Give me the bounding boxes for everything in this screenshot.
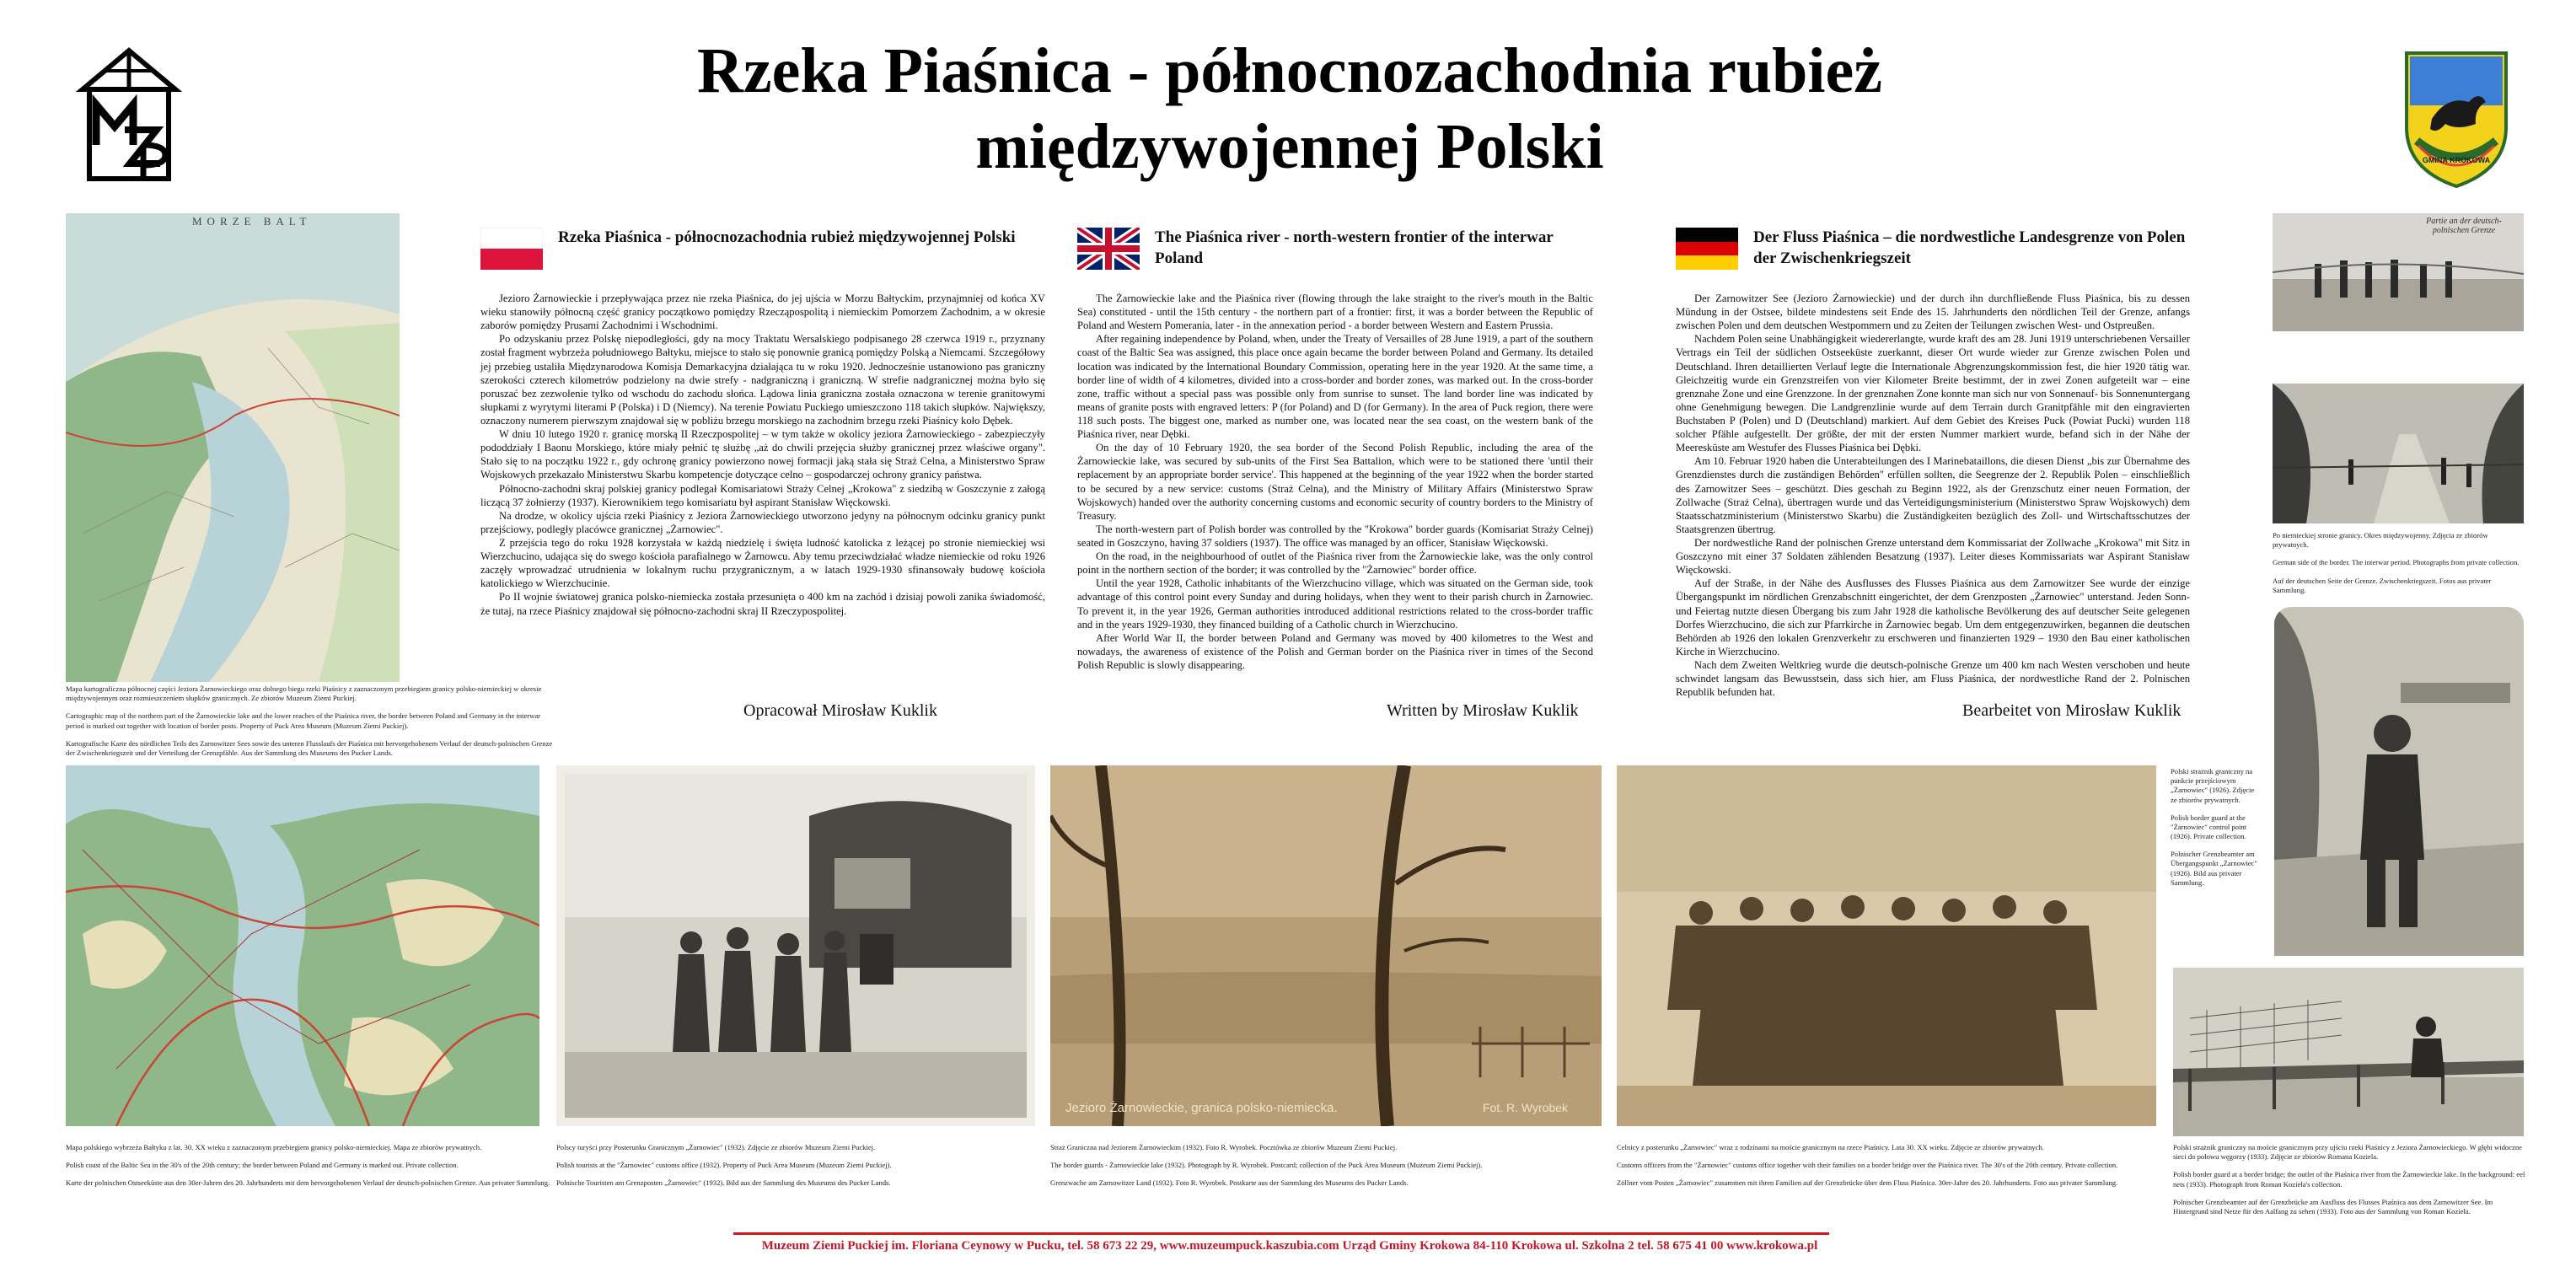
photo-tourists [556,765,1035,1126]
de-paragraph: Nachdem Polen seine Unabhängigkeit wiedererlangte, wurde kraft des am 28. Juni 1919 unterschriebenen Versailler Vertrags ein Teil der südlichen Ostseeküste zuerkannt, dieser Ort wurde wieder zur Grenze zwischen Polen und Deutschland. Ihren detaillierten Verlauf legte die Internationale Abgrenzungskommission fest, die hier 1920 tätig war. Gleichzeitig wurde ein Grenzstreifen von vier Kilometer Breite bestimmt, der in zwei Zonen aufgeteilt war – eine grenznahe Zone und eine Grenzzone. In der grenznahen Zone konnte man sich nur von Sonnenauf- bis Sonnenuntergang ohne Genehmigung bewegen. Die Landgrenzlinie wurde auf dem Terrain durch Granitpfähle mit den eingravierten Buchstaben P (Polen) und D (Deutschland) markiert. Auf dem Gebiet des Kreises Puck (Powiat Pucki) wurden 118 solcher Pfähle aufgestellt. Der größte, der mit der ersten Nummer markiert wurde, befand sich in der Nähe der Meeresküste am Westufer des Flusses Piaśnica bei Dębki. [1676,333,2190,454]
caption-lake-de: Grenzwache am Zarnowitzer Land (1932). Foto R. Wyrobek. Postkarte aus der Sammlung des Museums des Pucker Lands. [1050,1178,1409,1188]
en-paragraph: On the day of 10 February 1920, the sea border of the Second Polish Republic, including the area of the Żarnowieckie lake, was secured by sub-units of the First Sea Battalion, which were to be stationed there 'until their replacement by an appropriate border service'. This happened at the beginning of the year 1922 when the border started to be secured by a new service: customs (Straż Celna), and the Ministry of Military Affairs (Ministerstwo Spraw Wojskowych) handed over the authority concerning customs and economic security of country borders to the Ministry of Treasury. [1077,442,1593,522]
footer-divider [733,1232,1829,1235]
column-en-body [1077,292,1593,672]
caption-right-mid-de: Polnischer Grenzbeamter am Übergangspunkt „Żarnowiec" (1926). Bild aus privater Sammlung. [2171,850,2257,887]
lake-postcard-caption: Jezioro Żarnowieckie, granica polsko-niemiecka. [1065,1101,1338,1115]
caption-tourists-en: Polish tourists at the "Żarnowiec" customs office (1932). Property of Puck Area Museum (Muzeum Ziemi Puckiej). [556,1161,892,1170]
right-logo-text: GMINA KROKOWA [2422,156,2491,164]
caption-map-bottom-pl: Mapa polskiego wybrzeża Bałtyku z lat. 30. XX wieku z zaznaczonym przebiegiem granicy polsko-niemieckiej. Mapa ze zbiorów prywatnych. [66,1143,482,1151]
photo-bridge-guard [2173,968,2524,1136]
pl-paragraph: Po odzyskaniu przez Polskę niepodległości, gdy na mocy Traktatu Wersalskiego podpisanego 28 czerwca 1919 r., przyznany został fragment wybrzeża południowego Bałtyku, miejsce to stało się ponownie granicą pomiędzy Polską a Niemcami. Szczegółowy jej przebieg ustaliła Międzynarodowa Komisja Demarkacyjna działająca tu w roku 1920. Jednocześnie ustanowiono pas graniczny szerokości czterech kilometrów podzielony na dwie strefy - nadgraniczną i graniczną. W strefie nadgranicznej można było się poruszać bez zezwolenie tylko od wschodu do zachodu słońca. Lądowa linia graniczna została oznaczona w terenie granitowymi słupkami z wyrytymi literami P (Polska) i D (Niemcy). Na terenie Powiatu Puckiego umieszczono 118 takich słupków. Największy, oznaczony numerem pierwszym znajdował się w pobliżu brzegu morskiego na zachodnim brzegu rzeki Piaśnicy koło Dębek. [480,333,1045,427]
caption-right-top-pl: Po niemieckiej stronie granicy. Okres międzywojenny. Zdjęcia ze zbiorów prywatnych. [2273,531,2488,550]
caption-map-top-en: Cartographic map of the northern part of the Żarnowieckie lake and the lower reaches of the Piaśnica river, the border between Poland and Germany in the interwar period is marked out together with location of border posts. Property of Puck Area Museum (Muzeum Ziemi Puckiej). [66,711,541,730]
map-top-label: MORZE BALT [192,215,312,228]
signature-de: Bearbeitet von Mirosław Kuklik [1962,701,2182,720]
caption-bridge-de: Polnischer Grenzbeamter auf der Grenzbrücke am Ausfluss des Flusses Piaśnica aus dem Zarnowitzer See. Im Hintergrund sind Netze für den Aalfang zu sehen (1933). Foto aus der Sammlung von Roman Kozieła. [2173,1197,2493,1216]
pl-paragraph: Z przejścia tego do roku 1928 korzystała w każdą niedzielę i święta ludność katolicka z leżącej po stronie niemieckiej wsi Wierzchucino, udająca się do swego kościoła parafialnego w Żarnowcu. Aby temu przeciwdziałać władze niemieckie od roku 1926 zaczęły wprowadzać utrudnienia w lokalnym ruchu przygranicznym, a w latach 1929-1930 sfinansowały budowę kościoła katolickiego w Wierzchucinie. [480,536,1045,590]
gmina-krokowa-coat-of-arms-icon [2398,46,2514,190]
de-paragraph: Auf der Straße, in der Nähe des Ausflusses des Flusses Piaśnica aus dem Zarnowitzer See wurde der einzige Übergangspunkt im nördlichen Grenzabschnitt eingerichtet, der dem Grenzposten „Żarnowiec" unterstand. Jeden Sonn- und Feiertag nutzte diesen Übergang bis zum Jahr 1928 die katholische Bevölkerung des auf deutscher Seite gelegenen Dorfes Wierzchucino, die sich zur Pfarrkirche in Żarnowiec begab. Um dem entgegenzuwirken, begannen die deutschen Behörden ab 1926 den lokalen Grenzverkehr zu erschweren und finanzierten 1929 – 1930 den Bau einer katholischen Kirche in Wierzchucino. [1676,577,2190,657]
photo-border-guard [2274,607,2524,956]
en-paragraph: After regaining independence by Poland, when, under the Treaty of Versailles of 28 June 1919, a part of the southern coast of the Baltic Sea was assigned, this place once again became the border between Poland and Germany. Its detailed location was indicated by the International Boundary Commission, operating here in the year 1920. At the same time, a border line of width of 4 kilometres, divided into a cross-border and border zones, was marked out. In the cross-border zone, traffic without a special pass was possible only from sunrise to sunset. The land border line was indicated by means of granite posts with engraved letters: P (for Poland) and D (for Germany). In the area of Puck region, there were 118 such posts. The biggest one, marked as number one, was located near the sea coast, on the western bank of the Piaśnica river, near Dębki. [1077,333,1593,441]
pl-paragraph: Jezioro Żarnowieckie i przepływająca przez nie rzeka Piaśnica, do jej ujścia w Morzu Bałtyckim, przynajmniej od końca XV wieku stanowiły północną część granicy początkowo pomiędzy Rzecząpospolitą i niemieckim Pomorzem Zachodnim, a w okresie zaborów pomiędzy Prusami Zachodnimi i Wschodnimi. [480,292,1045,332]
caption-map-bottom-en: Polish coast of the Baltic Sea in the 30's of the 20th century; the border between Poland and Germany is marked out. Private collection. [66,1161,459,1170]
title-line-1: Rzeka Piaśnica - północnozachodnia rubież [696,35,1883,106]
column-en [1077,228,1593,672]
caption-lake-pl: Straż Graniczna nad Jeziorem Żarnowieckim (1932). Foto R. Wyrobek. Pocztówka ze zbiorów Muzeum Ziemi Puckiej. [1050,1143,1398,1151]
pl-paragraph: W dniu 10 lutego 1920 r. granicę morską II Rzeczpospolitej – w tym także w okolicy jeziora Żarnowieckiego - zabezpieczyły pododdziały I Baonu Morskiego, które miały pełnić tę służbę „aż do chwili przejęcia służby granicznej przez właściwe organy". Stało się to na początku 1922 r., gdy ochronę granicy powierzono nowej formacji jaką stała się Straż Celna, a Ministerstwo Spraw Wojskowych przekazało Ministerstwu Skarbu kompetencje dotyczące celno – gospodarczej ochrony granicy państwa. [480,428,1045,481]
caption-right-top [2273,531,2525,604]
page-title [506,34,2074,185]
column-de [1676,228,2190,699]
caption-group-de: Zöllner vom Posten „Żarnowiec" zusammen mit ihren Familien auf der Grenzbrücke über dem Fluss Piaśnica. 30er-Jahre des 20. Jahrhunderts. Foto aus privater Sammlung. [1617,1178,2118,1188]
uk-flag-icon [1077,228,1140,270]
pl-paragraph: Na drodze, w okolicy ujścia rzeki Piaśnicy z Jeziora Żarnowieckiego utworzono jedyny na północnym odcinku granicy punkt przejściowy, podległy placówce granicznej „Żarnowiec". [480,509,1045,535]
caption-tourists [556,1143,1033,1197]
caption-lake [1050,1143,1598,1197]
postcard-top-text: Partie an der deutsch-polnischen Grenze [2426,217,2502,235]
column-de-title: Der Fluss Piaśnica – die nordwestliche Landesgrenze von Polen der Zwischenkriegszeit [1753,228,2186,267]
photo-lake-postcard [1050,765,1602,1126]
caption-group-pl: Celnicy z posterunku „Żarnowiec" wraz z rodzinami na moście granicznym na rzece Piaśnicy. Lata 30. XX wieku. Zdjęcie ze zbiorów prywatnych. [1617,1143,2044,1151]
caption-right-top-de: Auf der deutschen Seite der Grenze. Zwischenkriegszeit. Fotos aus privater Sammlung. [2273,576,2492,594]
en-paragraph: Until the year 1928, Catholic inhabitants of the Wierzchucino village, which was situated on the German side, took advantage of this control point every Sunday and during holidays, when they went to their parish church in Żarnowiec. To prevent it, in the year 1926, German authorities introduced additional restrictions related to the cross-border traffic and in the years 1929-1930, they financed building of a Catholic church in Wierzchucino. [1077,577,1593,631]
column-pl-title: Rzeka Piaśnica - północnozachodnia rubież międzywojennej Polski [558,228,1016,246]
caption-map-bottom [66,1143,555,1197]
caption-tourists-pl: Polscy turyści przy Posterunku Granicznym „Żarnowiec" (1932). Zdjęcie ze zbiorów Muzeum Ziemi Puckiej. [556,1143,876,1151]
caption-customs-families [1617,1143,2156,1197]
mzp-museum-logo-icon [66,46,192,185]
caption-group-en: Customs officers from the "Żarnowiec" customs office together with their families on a border bridge over the Piaśnica river. The 30's of the 20th century. Private collection. [1617,1161,2118,1170]
germany-flag-icon [1676,228,1738,270]
lake-postcard-credit: Fot. R. Wyrobek [1482,1101,1568,1114]
photo-postcard-border-top [2273,213,2524,331]
signature-en: Written by Mirosław Kuklik [1387,701,1579,720]
caption-bridge [2173,1143,2525,1225]
footer-contact: Muzeum Ziemi Puckiej im. Floriana Ceynowy w Pucku, tel. 58 673 22 29, www.muzeumpuck.kaszubia.com Urząd Gminy Krokowa 84-110 Krokowa ul. Szkolna 2 tel. 58 675 41 00 www.krokowa.pl [761,1239,1818,1253]
de-paragraph: Nach dem Zweiten Weltkrieg wurde die deutsch-polnische Grenze um 400 km nach Westen verschoben und heute schwindet langsam das Bewusstsein, dass sich hier, am Fluss Piaśnica, der nordwestliche Rand der 2. Polnischen Republik befunden hat. [1676,658,2190,699]
en-paragraph: After World War II, the border between Poland and Germany was moved by 400 kilometres to the West and nowadays, the awareness of existence of the Polish and German border on the Piaśnica river in times of the Second Polish Republic is slowly disappearing. [1077,631,1593,671]
en-paragraph: On the road, in the neighbourhood of outlet of the Piaśnica river from the Żarnowieckie lake, was the only control point in the northern section of the border; it was controlled by the "Żarnowiec" border office. [1077,550,1593,577]
column-de-body [1676,292,2190,699]
column-en-title: The Piaśnica river - north-western frontier of the interwar Poland [1155,228,1554,267]
caption-bridge-pl: Polski strażnik graniczny na moście granicznym przy ujściu rzeki Piaśnicy z Jeziora Żarnowieckiego. W głębi widoczne sieci do połowu węgorzy (1933). Zdjęcie ze zbiorów Romana Koziela. [2173,1143,2522,1162]
caption-map-bottom-de: Karte der polnischen Ostseeküste aus den 30er-Jahren des 20. Jahrhunderts mit dem hervorgehobenen Verlauf der deutsch-polnischen Grenze. Aus privater Sammlung. [66,1178,550,1188]
de-paragraph: Am 10. Februar 1920 haben die Unterabteilungen des I Marinebataillons, die diesen Dienst „bis zur Übernahme des Grenzdienstes durch die zuständigen Behörden" erfüllen sollten, die Seegrenze der 2. Republik Polen – einschließlich des Zarnowitzer Sees – geschützt. Dies geschah zu Beginn 1922, als der Grenzschutz einer neuen Formation, der Zollwache (Straż Celna), übertragen wurde und das Verteidigungsministerium (Ministerstwo Spraw Wojskowych) dem Staatsschatzministerium (Ministerstwo Skarbu) die Zuständigkeiten bezüglich des Zoll- und Wirtschaftsschutzes der Staatsgrenzen übertrug. [1676,455,2190,535]
caption-bridge-en: Polish border guard at a border bridge; the outlet of the Piaśnica river from the Żarnowieckie lake. In the background: eel nets (1933). Photograph from Roman Kozieła's collection. [2173,1170,2525,1189]
map-baltic-coast [66,765,539,1126]
photo-customs-families [1617,765,2156,1126]
column-pl [480,228,1045,618]
caption-map-top-pl: Mapa kartograficzna północnej części Jeziora Żarnowieckiego oraz dolnego biegu rzeki Piaśnicy z zaznaczonym przebiegiem granicy polsko-niemieckiej w okresie międzywojennym oraz rozmieszczeniem słupków granicznych. Ze zbiorów Muzeum Ziemi Puckiej. [66,684,542,703]
caption-tourists-de: Polnische Touristen am Grenzposten „Żarnowiec" (1932). Bild aus der Sammlung des Museums des Pucker Lands. [556,1178,891,1188]
en-paragraph: The north-western part of Polish border was controlled by the "Krokowa" border guards (Komisariat Straży Celnej) seated in Goszczyno, having 37 soldiers (1937). The office was managed by an officer, Stanisław Więckowski. [1077,523,1593,549]
de-paragraph: Der nordwestliche Rand der polnischen Grenze unterstand dem Kommissariat der Zollwache „Krokowa" mit Sitz in Goszczyno mit einer 37 Soldaten zählenden Besatzung (1937). Leiter dieses Kommissariats war Aspirant Stanisław Więckowski. [1676,536,2190,577]
poland-flag-icon [480,228,543,270]
pl-paragraph: Po II wojnie światowej granica polsko-niemiecka została przesunięta o 400 km na zachód i dzisiaj powoli zanika świadomość, że tutaj, na rzece Piaśnicy znajdował się północno-zachodni skraj II Rzeczypospolitej. [480,591,1045,617]
map-top-left [66,213,400,682]
de-paragraph: Der Zarnowitzer See (Jezioro Żarnowieckie) und der durch ihn durchfließende Fluss Piaśnica, bis zu dessen Mündung in der Ostsee, bildete mindestens seit Ende des 15. Jahrhunderts den nördlichen Teil der Grenze, anfangs zwischen Polen und dem deutschen Westpommern und zu Zeiten der Teilungen zwischen West- und Ostpreußen. [1676,292,2190,332]
caption-lake-en: The border guards - Żarnowieckie lake (1932). Photograph by R. Wyrobek. Postcard; collection of the Puck Area Museum (Muzeum Ziemi Puckiej). [1050,1161,1483,1170]
caption-map-top-de: Kartografische Karte des nördlichen Teils des Zarnowitzer Sees sowie des unteren Flusslaufs der Piaśnica mit hervorgehobenem Verlauf der deutsch-polnischen Grenze der Zwischenkriegszeit und der Verteilung der Grenzpfähle. Aus der Sammlung des Museums des Pucker Lands. [66,738,553,757]
caption-map-top [66,684,558,766]
signature-pl: Opracował Mirosław Kuklik [743,701,937,720]
column-pl-body [480,292,1045,618]
pl-paragraph: Północno-zachodni skraj polskiej granicy podlegał Komisariatowi Straży Celnej „Krokowa" z siedzibą w Goszczynie z załogą liczącą 37 żołnierzy (1937). Kierownikiem tego komisariatu był aspirant Stanisław Więckowski. [480,482,1045,508]
caption-right-mid-pl: Polski strażnik graniczny na punkcie przejściowym „Żarnowiec" (1926). Zdjęcie ze zbiorów prywatnych. [2171,767,2255,804]
caption-right-mid [2171,767,2262,896]
caption-right-top-en: German side of the border. The interwar period. Photographs from private collection. [2273,558,2520,567]
en-paragraph: The Żarnowieckie lake and the Piaśnica river (flowing through the lake straight to the river's mouth in the Baltic Sea) constituted - until the 15th century - the northern part of a frontier: first, it was a border between the Republic of Poland and Western Pomerania, later - in the annexation period - a border between Western and Eastern Prussia. [1077,292,1593,332]
title-line-2: międzywojennej Polski [975,110,1604,182]
caption-right-mid-en: Polish border guard at the "Żarnowiec" control point (1926). Private collection. [2171,813,2247,841]
photo-border-road [2273,384,2524,523]
